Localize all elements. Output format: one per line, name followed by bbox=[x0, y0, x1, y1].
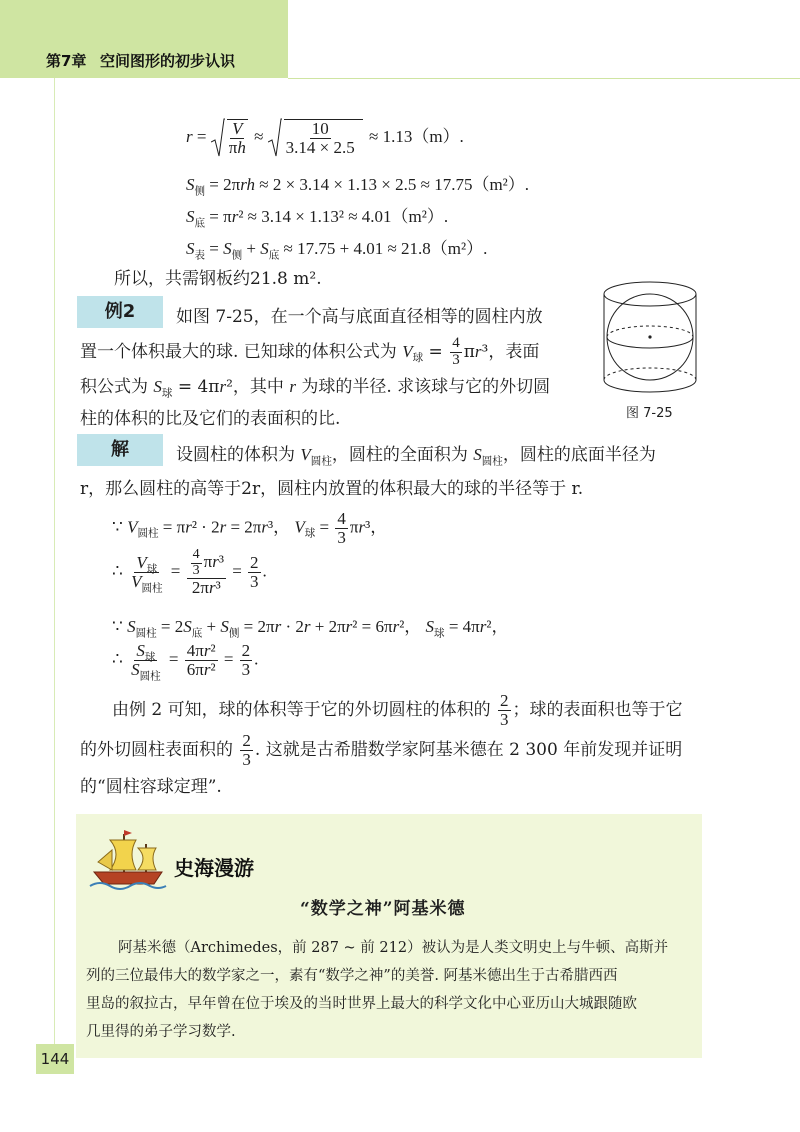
step-volume-ratio: ∴ $\frac{V_球}{V_{圆柱}}$ = $\frac{4}{3}$ πr³ 2πr³ = $\frac{2}{3}$ . bbox=[112, 547, 267, 598]
step-volumes: ∵ $V_{圆柱} = \pi r^2 \cdot 2r = 2\pi r^3$， $V_球$ = $\frac{4}{3}$ πr³， bbox=[112, 509, 388, 547]
chapter-title: 空间图形的初步认识 bbox=[100, 52, 236, 70]
solution-para-2: 的外切圆柱表面积的 $\frac{2}{3}$ . 这就是古希腊数学家阿基米德在 2 300 年前发现并证明 bbox=[80, 731, 683, 769]
history-line-3: 里岛的叙拉古，早年曾在位于埃及的当时世界上最大的科学文化中心亚历山大城跟随欧 bbox=[86, 996, 637, 1012]
solution-line-2: r，那么圆柱的高等于2r，圆柱内放置的体积最大的球的半径等于 r. bbox=[80, 479, 584, 499]
equation-radius: r = $\frac{V}{\pi h}$ ≈ $\frac{10}{3.14 \times 2.5}$ ≈ 1.13（m）. bbox=[186, 119, 464, 157]
solution-para-1: 由例 2 可知，球的体积等于它的外切圆柱的体积的 $\frac{2}{3}$ ；球的表面积也等于它 bbox=[112, 691, 683, 729]
page-number: 144 bbox=[36, 1044, 74, 1074]
ship-icon bbox=[88, 826, 168, 892]
example-line-2: 置一个体积最大的球. 已知球的体积公式为 $V_球$ = $\frac{4}{3}$ πr³，表面 bbox=[80, 335, 540, 368]
figure-cylinder-sphere bbox=[596, 276, 704, 400]
history-title: 史海漫游 bbox=[174, 856, 254, 880]
step-area-ratio: ∴ $\frac{S_球}{S_{圆柱}}$ = $\frac{\text{4πr²}}{\text{6πr²}}$ = $\frac{2}{3}$ . bbox=[112, 641, 259, 683]
example-label: 例2 bbox=[77, 296, 163, 328]
margin-rule bbox=[54, 78, 55, 1053]
solution-label: 解 bbox=[77, 434, 163, 466]
history-line-4: 几里得的弟子学习数学. bbox=[86, 1024, 236, 1040]
chapter-number: 第7章 bbox=[46, 52, 87, 70]
equation-total-area: $S_表 = S_侧 + S_底 \approx 17.75 + 4.01 \approx 21.8(m^2)$. bbox=[186, 239, 488, 262]
figure-caption: 图 7-25 bbox=[626, 406, 673, 421]
solution-line-1: 设圆柱的体积为 $V_{圆柱}$，圆柱的全面积为 $S_{圆柱}$，圆柱的底面半径为 bbox=[176, 445, 656, 468]
example-line-1: 如图 7-25，在一个高与底面直径相等的圆柱内放 bbox=[176, 307, 543, 327]
history-subtitle: “数学之神”阿基米德 bbox=[300, 899, 466, 919]
equation-lateral-area: $S_侧 = 2\pi rh \approx 2 \times 3.14 \times 1.13 \times 2.5 \approx 17.75(m^2)$. bbox=[186, 175, 530, 198]
header-rule bbox=[288, 78, 800, 79]
solution-conclusion: 所以，共需钢板约21.8 m². bbox=[114, 269, 322, 289]
example-line-2b: 积公式为 $S_球 = 4\pi r^2$，其中 r 为球的半径. 求该球与它的外切圆 bbox=[80, 377, 551, 400]
step-areas: ∵ $S_{圆柱} = 2S_底 + S_侧 = 2\pi r \cdot 2r + 2\pi r^2 = 6\pi r^2$， $S_球 = 4\pi r^2$， bbox=[112, 617, 509, 640]
history-line-1: 阿基米德（Archimedes，前 287 ~ 前 212）被认为是人类文明史上与牛顿、高斯并 bbox=[118, 940, 669, 956]
solution-para-3: 的“圆柱容球定理”. bbox=[80, 777, 222, 797]
example-line-3: 柱的体积的比及它们的表面积的比. bbox=[80, 409, 341, 429]
equation-base-area: $S_底 = \pi r^2 \approx 3.14 \times 1.13^2 \approx 4.01(m^2)$. bbox=[186, 207, 449, 230]
history-line-2: 列的三位最伟大的数学家之一，素有“数学之神”的美誉. 阿基米德出生于古希腊西西 bbox=[86, 968, 618, 984]
